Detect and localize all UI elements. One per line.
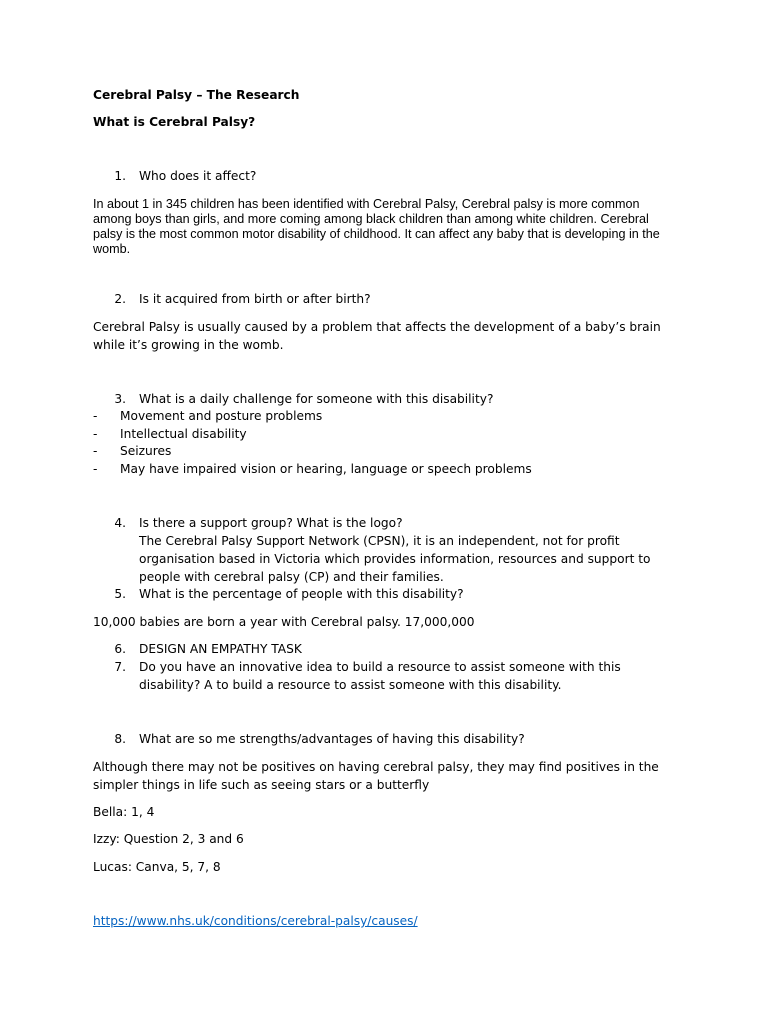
q8-number: 8. (114, 732, 126, 746)
challenge-dash: - (93, 409, 98, 423)
q4-question: Is there a support group? What is the logo? (139, 516, 403, 530)
q1-answer: In about 1 in 345 children has been identified with Cerebral Palsy, Cerebral palsy is more common among boys than girls, and more coming among black children than among white children. Cerebral palsy is the most common motor disability of childhood. It can affect any baby that is developing in the womb. (93, 197, 660, 256)
challenge-dash: - (93, 427, 98, 441)
document-subtitle: What is Cerebral Palsy? (93, 115, 256, 129)
q2-number: 2. (114, 292, 126, 306)
challenge-dash: - (93, 444, 98, 458)
q1-number: 1. (114, 169, 126, 183)
q5-answer: 10,000 babies are born a year with Cerebral palsy. 17,000,000 (93, 615, 475, 629)
q4-number: 4. (114, 516, 126, 530)
q4-answer: The Cerebral Palsy Support Network (CPSN), it is an independent, not for profit organisation based in Victoria which provides information, resources and support to people with cerebral palsy (CP) and their families. (139, 534, 651, 584)
challenge-item: May have impaired vision or hearing, language or speech problems (120, 462, 532, 476)
challenge-item: Intellectual disability (120, 427, 247, 441)
q7-number: 7. (114, 660, 126, 674)
q7-question: Do you have an innovative idea to build a resource to assist someone with this disability? A to build a resource to assist someone with this disability. (139, 660, 621, 692)
q2-answer: Cerebral Palsy is usually caused by a problem that affects the development of a baby’s brain while it’s growing in the womb. (93, 320, 661, 352)
q2-question: Is it acquired from birth or after birth? (139, 292, 371, 306)
q3-question: What is a daily challenge for someone with this disability? (139, 392, 494, 406)
assignment-izzy: Izzy: Question 2, 3 and 6 (93, 832, 244, 846)
challenge-item: Movement and posture problems (120, 409, 323, 423)
challenge-item: Seizures (120, 444, 172, 458)
q5-question: What is the percentage of people with this disability? (139, 587, 464, 601)
q6-number: 6. (114, 642, 126, 656)
source-link[interactable]: https://www.nhs.uk/conditions/cerebral-palsy/causes/ (93, 914, 418, 928)
challenge-dash: - (93, 462, 98, 476)
q8-answer: Although there may not be positives on having cerebral palsy, they may find positives in the simpler things in life such as seeing stars or a butterfly (93, 760, 659, 792)
assignment-bella: Bella: 1, 4 (93, 805, 155, 819)
q6-question: DESIGN AN EMPATHY TASK (139, 642, 302, 656)
q8-question: What are so me strengths/advantages of having this disability? (139, 732, 525, 746)
q1-question: Who does it affect? (139, 169, 257, 183)
q5-number: 5. (114, 587, 126, 601)
q3-number: 3. (114, 392, 126, 406)
document-title: Cerebral Palsy – The Research (93, 88, 300, 102)
assignment-lucas: Lucas: Canva, 5, 7, 8 (93, 860, 221, 874)
